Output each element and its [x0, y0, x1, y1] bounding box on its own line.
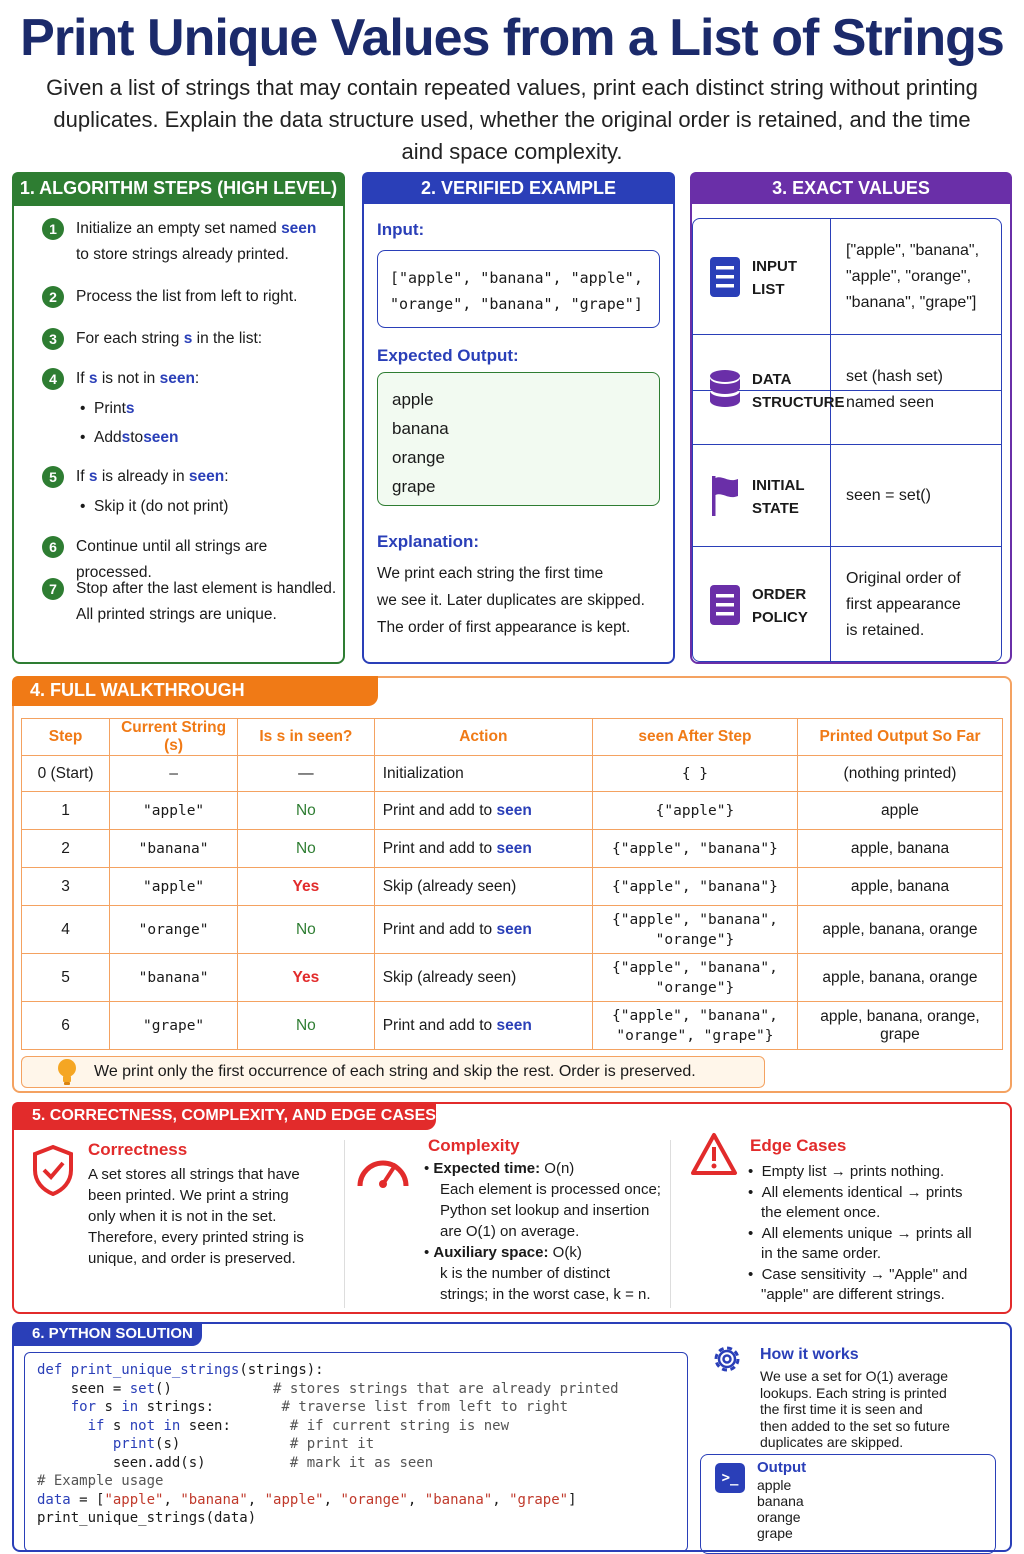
step-cell: 1	[22, 792, 110, 830]
edge-cases-title: Edge Cases	[750, 1136, 847, 1155]
action-cell: Print and add to seen	[374, 792, 592, 830]
algorithm-step	[42, 576, 336, 628]
column-header: seen After Step	[592, 719, 797, 756]
correctness-panel	[12, 1102, 1012, 1314]
seen-after-cell	[592, 756, 797, 792]
expected-output-line: orange	[392, 448, 445, 467]
step-cell: 3	[22, 868, 110, 906]
step-number-badge: 1	[42, 218, 64, 240]
output-box	[700, 1454, 996, 1554]
input-line: ["apple", "banana", "apple",	[390, 269, 643, 287]
action-cell: Print and add to seen	[374, 906, 592, 954]
printed-output-cell: apple, banana, orange	[797, 954, 1002, 1002]
seen-line: {"apple", "banana",	[612, 959, 778, 976]
database-icon	[708, 368, 742, 417]
seen-line: {"apple", "banana",	[612, 911, 778, 928]
seen-after-cell	[592, 868, 797, 906]
action-cell: Skip (already seen)	[374, 868, 592, 906]
exact-values-panel	[690, 172, 1012, 664]
explanation-line: We print each string the first time	[377, 565, 604, 582]
order-list-icon	[708, 583, 742, 632]
how-it-works-title: How it works	[760, 1346, 859, 1363]
complexity-title: Complexity	[428, 1136, 520, 1155]
value-line: "apple", "orange",	[846, 268, 972, 285]
seen-line: "orange", "grape"}	[616, 1027, 774, 1044]
code-block	[24, 1352, 688, 1552]
current-string-cell: "grape"	[110, 1002, 238, 1050]
output-lines	[757, 1477, 804, 1541]
step-bullet: • Print s	[80, 396, 135, 422]
exact-value-text	[846, 238, 979, 316]
explanation-label: Explanation:	[377, 532, 480, 551]
current-string-cell: "orange"	[110, 906, 238, 954]
keyword-seen: seen	[281, 220, 317, 237]
space-value: O(k)	[548, 1244, 582, 1261]
exact-value-row	[692, 446, 1002, 546]
seen-after-cell	[592, 906, 797, 954]
exact-value-label	[752, 583, 808, 629]
in-seen-cell: No	[238, 830, 375, 868]
how-line: lookups. Each string is printed	[760, 1384, 947, 1401]
step-cell: 0 (Start)	[22, 756, 110, 792]
exact-value-row	[692, 336, 1002, 444]
correctness-line: been printed. We print a string	[88, 1187, 289, 1204]
correctness-header: 5. CORRECTNESS, COMPLEXITY, AND EDGE CASES	[12, 1102, 436, 1130]
table-row	[22, 906, 1003, 954]
correctness-title: Correctness	[88, 1140, 188, 1159]
value-line: named seen	[846, 394, 935, 411]
seen-line: {"apple", "banana",	[612, 1007, 778, 1024]
current-string-cell: "banana"	[110, 954, 238, 1002]
exact-value-label	[752, 474, 805, 520]
seen-after-cell	[592, 954, 797, 1002]
label-line: INPUT	[752, 258, 797, 275]
edge-case-line: in the same order.	[761, 1245, 882, 1262]
edge-case-item	[748, 1265, 972, 1306]
label-line: POLICY	[752, 609, 808, 626]
complexity-item: • Expected time: O(n) Each element is processed once; Python set lookup and insertion are O(1) on average.	[424, 1160, 661, 1240]
how-line: the first time it is seen and	[760, 1401, 923, 1417]
input-line: "orange", "banana", "grape"]	[390, 295, 643, 313]
step-text: For each string s in the list:	[76, 330, 263, 347]
in-seen-cell: Yes	[238, 868, 375, 906]
keyword-seen: seen	[143, 429, 179, 446]
seen-after-cell	[592, 792, 797, 830]
step-bullet: • Skip it (do not print)	[80, 498, 229, 515]
seen-line: { }	[681, 765, 709, 782]
seen-line: {"apple"}	[655, 802, 735, 819]
column-header: Printed Output So Far	[797, 719, 1002, 756]
exact-value-text	[846, 364, 943, 416]
step-number-badge: 2	[42, 286, 64, 308]
step-number-badge: 4	[42, 368, 64, 390]
flag-icon	[708, 474, 742, 523]
value-line: seen = set()	[846, 487, 931, 504]
seen-after-cell	[592, 1002, 797, 1050]
step-bullet: • Add s to seen	[80, 425, 179, 451]
table-row	[22, 1002, 1003, 1050]
output-line: banana	[757, 1493, 804, 1509]
step-text-line: All printed strings are unique.	[76, 606, 277, 623]
column-header: Step	[22, 719, 110, 756]
value-line: is retained.	[846, 622, 925, 639]
in-seen-cell: Yes	[238, 954, 375, 1002]
step-text: If s is not in seen:	[76, 370, 200, 387]
in-seen-cell: No	[238, 792, 375, 830]
warning-icon	[690, 1132, 738, 1181]
step-text: If s is already in seen:	[76, 468, 229, 485]
seen-after-cell	[592, 830, 797, 868]
complexity-line: k is the number of distinct	[440, 1265, 611, 1282]
page-subtitle: Given a list of strings that may contain repeated values, print each distinct string without printing duplicates. Explain the data structure used, whether the original order is retained, and the time aind space complexity.	[46, 75, 978, 164]
walkthrough-header: 4. FULL WALKTHROUGH	[12, 676, 378, 706]
edge-case-line: • All elements unique → prints all	[748, 1224, 972, 1242]
printed-output-cell: apple	[797, 792, 1002, 830]
printed-output-cell: apple, banana, orange	[797, 906, 1002, 954]
action-cell: Print and add to seen	[374, 1002, 592, 1050]
algorithm-steps-header: 1. ALGORITHM STEPS (HIGH LEVEL)	[12, 172, 345, 204]
exact-value-label	[752, 255, 797, 301]
correctness-line: only when it is not in the set.	[88, 1208, 277, 1225]
expected-output-line: grape	[392, 477, 436, 496]
current-string-cell: "apple"	[110, 792, 238, 830]
step-text-line: to store strings already printed.	[76, 246, 289, 263]
complexity-item: • Auxiliary space: O(k) k is the number of distinct strings; in the worst case, k = n.	[424, 1242, 661, 1305]
edge-case-line: "apple" are different strings.	[761, 1286, 945, 1303]
exact-value-label	[752, 368, 845, 414]
verified-example-header: 2. VERIFIED EXAMPLE	[362, 172, 675, 204]
current-string-cell: —	[110, 756, 238, 792]
exact-value-row	[692, 548, 1002, 662]
seen-line: "orange"}	[655, 979, 735, 996]
in-seen-cell: No	[238, 906, 375, 954]
explanation-line: The order of first appearance is kept.	[377, 619, 631, 636]
walkthrough-table	[21, 718, 1003, 1050]
printed-output-cell: (nothing printed)	[797, 756, 1002, 792]
python-solution-panel	[12, 1322, 1012, 1552]
current-string-cell: "apple"	[110, 868, 238, 906]
step-number-badge: 5	[42, 466, 64, 488]
keyword-seen: seen	[496, 801, 532, 819]
table-row	[22, 954, 1003, 1002]
tip-box	[21, 1056, 765, 1088]
action-cell: Print and add to seen	[374, 830, 592, 868]
time-label: Expected time:	[433, 1160, 541, 1177]
verified-example-panel	[362, 172, 675, 664]
label-line: LIST	[752, 281, 785, 298]
seen-line: {"apple", "banana"}	[612, 840, 778, 857]
exact-value-row	[692, 220, 1002, 334]
walkthrough-panel	[12, 676, 1012, 1093]
label-line: STRUCTURE	[752, 394, 845, 411]
time-value: O(n)	[540, 1160, 575, 1177]
exact-values-header: 3. EXACT VALUES	[690, 172, 1012, 204]
column-header: Is s in seen?	[238, 719, 375, 756]
seen-line: {"apple", "banana"}	[612, 878, 778, 895]
edge-case-line: • Empty list → prints nothing.	[748, 1163, 945, 1180]
label-line: INITIAL	[752, 477, 805, 494]
edge-case-line: • All elements identical → prints	[748, 1183, 963, 1201]
label-line: STATE	[752, 500, 799, 517]
printed-output-cell: apple, banana	[797, 830, 1002, 868]
keyword-seen: s	[121, 429, 131, 446]
algorithm-step	[42, 284, 297, 310]
complexity-line: strings; in the worst case, k = n.	[440, 1286, 651, 1303]
seen-line: "orange"}	[655, 931, 735, 948]
edge-cases-list	[748, 1162, 972, 1306]
edge-case-item	[748, 1183, 972, 1224]
step-number-badge: 6	[42, 536, 64, 558]
input-label: Input:	[377, 220, 425, 239]
algorithm-step	[42, 216, 316, 268]
keyword-seen: seen	[496, 920, 532, 938]
complexity-line: Each element is processed once;	[440, 1181, 661, 1198]
correctness-line: A set stores all strings that have	[88, 1166, 300, 1183]
step-text: Initialize an empty set named seen to store strings already printed.	[76, 216, 316, 268]
keyword-seen: seen	[496, 1016, 532, 1034]
printed-output-cell: apple, banana, orange, grape	[797, 1002, 1002, 1050]
edge-case-line: the element once.	[761, 1204, 881, 1221]
column-header: Current String (s)	[110, 719, 238, 756]
complexity-text	[424, 1158, 661, 1305]
algorithm-steps-panel	[12, 172, 345, 664]
label-line: ORDER	[752, 586, 807, 603]
in-seen-cell: —	[238, 756, 375, 792]
action-cell: Initialization	[374, 756, 592, 792]
shield-check-icon	[30, 1144, 76, 1201]
step-cell: 2	[22, 830, 110, 868]
how-line: then added to the set so future	[760, 1417, 950, 1434]
keyword-seen: seen	[496, 839, 532, 857]
python-solution-header: 6. PYTHON SOLUTION	[12, 1322, 202, 1346]
output-line: grape	[757, 1525, 793, 1541]
step-number-badge: 7	[42, 578, 64, 600]
step-cell: 5	[22, 954, 110, 1002]
tip-text: We print only the first occurrence of each string and skip the rest. Order is preserved.	[94, 1063, 696, 1080]
value-line: "banana", "grape"]	[846, 294, 977, 311]
column-header: Action	[374, 719, 592, 756]
table-row	[22, 756, 1003, 792]
output-line: orange	[757, 1509, 801, 1525]
label-line: DATA	[752, 371, 792, 388]
how-it-works-text	[760, 1368, 950, 1451]
correctness-line: Therefore, every printed string is	[88, 1229, 304, 1246]
gear-icon	[710, 1342, 744, 1381]
step-cell: 6	[22, 1002, 110, 1050]
terminal-icon: >_	[715, 1463, 745, 1493]
action-cell: Skip (already seen)	[374, 954, 592, 1002]
value-line: first appearance	[846, 596, 961, 613]
edge-case-line: • Case sensitivity → "Apple" and	[748, 1265, 968, 1283]
explanation-line: we see it. Later duplicates are skipped.	[377, 592, 645, 609]
code-content: def print_unique_strings(strings): seen = set() # stores strings that are already printed for s in strings: # traverse list from left to right if s not in seen: # if current string is new print(s) # print it seen.add(s) # mark it as seen # Example usage data = ["apple", "banana", "apple", "orange", "banana", "grape"] print_unique_strings(data)	[37, 1362, 619, 1526]
step-text: Continue until all strings are processed.	[76, 538, 268, 581]
edge-case-item	[748, 1162, 972, 1183]
correctness-line: unique, and order is preserved.	[88, 1250, 296, 1267]
keyword-seen: seen	[188, 468, 225, 485]
step-cell: 4	[22, 906, 110, 954]
value-line: set (hash set)	[846, 368, 943, 385]
edge-case-item	[748, 1224, 972, 1265]
algorithm-step	[42, 464, 229, 490]
step-text: Stop after the last element is handled. All printed strings are unique.	[76, 576, 336, 628]
complexity-line: Python set lookup and insertion	[440, 1202, 650, 1219]
in-seen-cell: No	[238, 1002, 375, 1050]
input-box	[377, 250, 660, 328]
space-label: Auxiliary space:	[433, 1244, 549, 1261]
list-icon	[708, 255, 742, 304]
keyword-seen: s	[183, 330, 193, 347]
keyword-seen: s	[88, 370, 98, 387]
value-line: ["apple", "banana",	[846, 242, 980, 259]
table-row	[22, 868, 1003, 906]
step-text: Process the list from left to right.	[76, 288, 298, 305]
speedometer-icon	[354, 1144, 412, 1195]
output-line: apple	[757, 1477, 792, 1493]
algorithm-step	[42, 326, 262, 352]
how-line: We use a set for O(1) average	[760, 1368, 949, 1384]
explanation-text	[377, 560, 645, 641]
keyword-seen: seen	[159, 370, 195, 387]
table-row	[22, 792, 1003, 830]
how-line: duplicates are skipped.	[760, 1434, 904, 1450]
exact-value-text	[846, 483, 931, 509]
keyword-seen: s	[88, 468, 98, 485]
lightbulb-icon	[56, 1058, 78, 1086]
keyword-seen: s	[125, 400, 135, 417]
output-title: Output	[757, 1459, 807, 1476]
exact-value-text	[846, 566, 961, 644]
expected-output-line: apple	[392, 390, 434, 409]
algorithm-step	[42, 366, 199, 392]
complexity-line: are O(1) on average.	[440, 1223, 580, 1240]
expected-output-label: Expected Output:	[377, 346, 519, 365]
correctness-text	[88, 1164, 304, 1269]
expected-output-box	[377, 372, 660, 506]
value-line: Original order of	[846, 570, 961, 587]
page-title: Print Unique Values from a List of Strings	[20, 9, 1004, 67]
table-row	[22, 830, 1003, 868]
printed-output-cell: apple, banana	[797, 868, 1002, 906]
expected-output-line: banana	[392, 419, 449, 438]
step-number-badge: 3	[42, 328, 64, 350]
current-string-cell: "banana"	[110, 830, 238, 868]
